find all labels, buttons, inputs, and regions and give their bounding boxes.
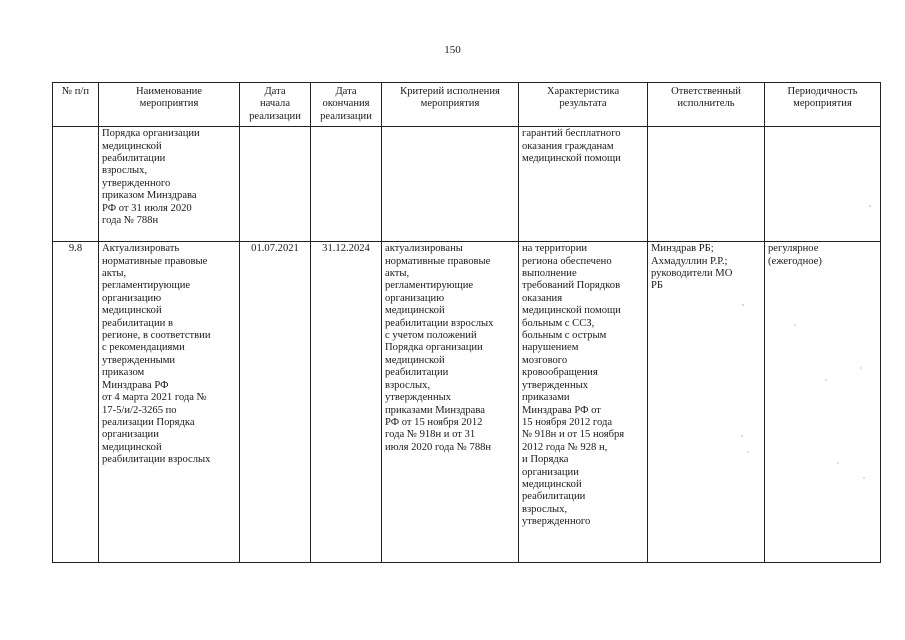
cell-name: Актуализировать нормативные правовые акты, регламентирующие организацию медицинской реабилитации в регионе, в соответствии с рекомендациями утвержденными приказом Минздрава РФ от 4 марта 2021 года № 17-5/и/2-3265 по реализации Порядка организации медицинской реабилитации взрослых <box>99 242 240 563</box>
header-criterion: Критерий исполнения мероприятия <box>382 83 519 127</box>
cell-end-date <box>311 127 382 242</box>
table-row <box>53 242 881 563</box>
cell-start-date <box>240 127 311 242</box>
cell-name: Порядка организации медицинской реабилитации взрослых, утвержденного приказом Минздрава РФ от 31 июля 2020 года № 788н <box>99 127 240 242</box>
cell-end-date: 31.12.2024 <box>311 242 382 563</box>
cell-result: гарантий бесплатного оказания гражданам медицинской помощи <box>519 127 648 242</box>
cell-criterion: актуализированы нормативные правовые акты, регламентирующие организацию медицинской реабилитации взрослых с учетом положений Порядка организации медицинской реабилитации взрослых, утвержденных приказами Минздрава РФ от 15 ноября 2012 года № 918н и от 31 июля 2020 года № 788н <box>382 242 519 563</box>
cell-criterion <box>382 127 519 242</box>
cell-start-date: 01.07.2021 <box>240 242 311 563</box>
cell-responsible <box>648 127 765 242</box>
table-header-row <box>53 83 881 127</box>
header-result: Характеристика результата <box>519 83 648 127</box>
header-name: Наименование мероприятия <box>99 83 240 127</box>
header-start-date: Дата начала реализации <box>240 83 311 127</box>
activities-table <box>52 82 881 563</box>
table-row <box>53 127 881 242</box>
cell-responsible: Минздрав РБ; Ахмадуллин Р.Р.; руководители МО РБ <box>648 242 765 563</box>
cell-result: на территории региона обеспечено выполнение требований Порядков оказания медицинской помощи больным с ССЗ, больным с острым нарушением мозгового кровообращения утвержденных приказами Минздрава РФ от 15 ноября 2012 года № 918н и от 15 ноября 2012 года № 928 н, и Порядка организации медицинской реабилитации взрослых, утвержденного <box>519 242 648 563</box>
header-end-date: Дата окончания реализации <box>311 83 382 127</box>
header-num: № п/п <box>53 83 99 127</box>
cell-periodicity <box>765 127 881 242</box>
page-number: 150 <box>444 44 461 56</box>
header-responsible: Ответственный исполнитель <box>648 83 765 127</box>
cell-num: 9.8 <box>53 242 99 563</box>
header-periodicity: Периодичность мероприятия <box>765 83 881 127</box>
cell-periodicity: регулярное (ежегодное) <box>765 242 881 563</box>
cell-num <box>53 127 99 242</box>
